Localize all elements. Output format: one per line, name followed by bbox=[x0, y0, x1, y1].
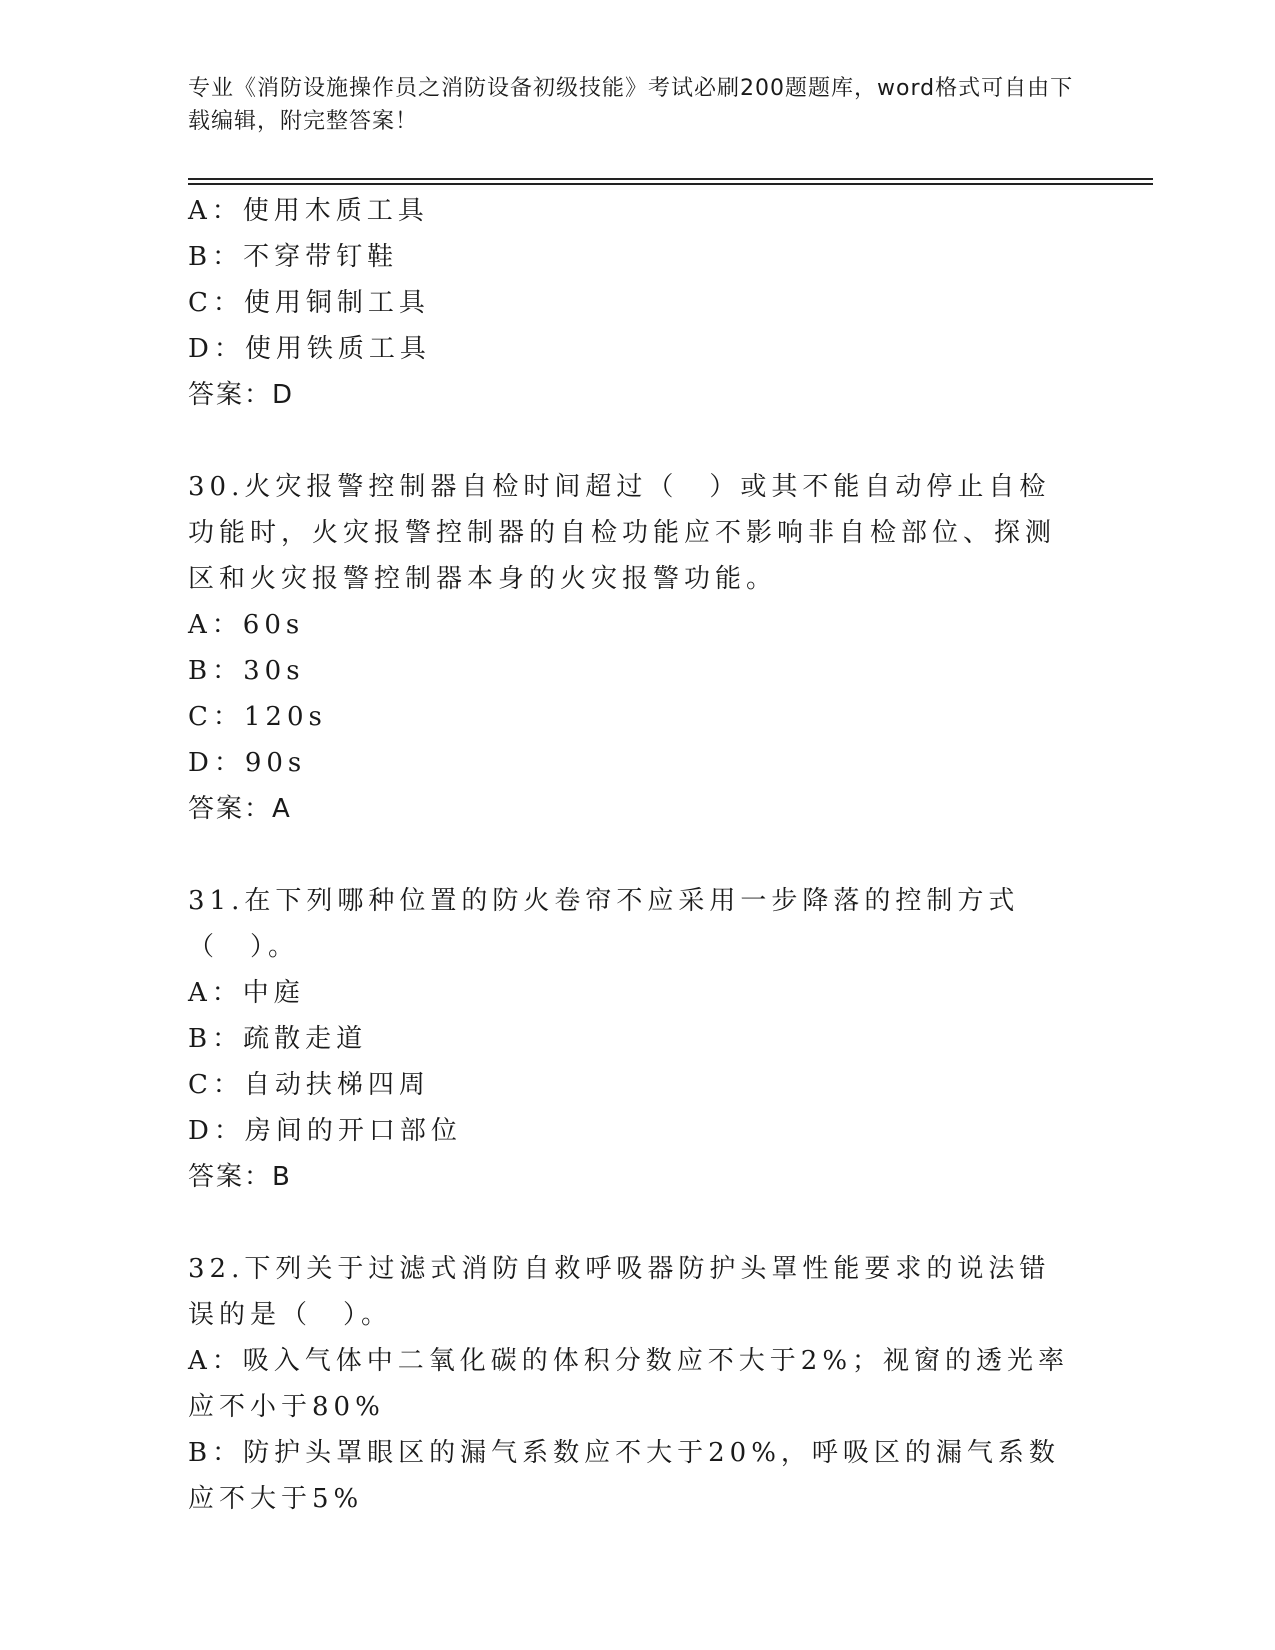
answer-29: 答案：D bbox=[188, 380, 295, 410]
question-32-stem: 32.下列关于过滤式消防自救呼吸器防护头罩性能要求的说法错误的是（ ）。 bbox=[188, 1254, 1051, 1330]
question-30-stem: 30.火灾报警控制器自检时间超过（ ）或其不能自动停止自检功能时，火灾报警控制器的自检功能应不影响非自检部位、探测区和火灾报警控制器本身的火灾报警功能。 bbox=[188, 472, 1057, 594]
option-d: D：90s bbox=[188, 748, 307, 778]
answer-30: 答案：A bbox=[188, 794, 292, 824]
document-header: 专业《消防设施操作员之消防设备初级技能》考试必刷200题题库，word格式可自由下载编辑，附完整答案！ bbox=[188, 76, 1074, 134]
question-list bbox=[188, 188, 1088, 1522]
option-b: B：不穿带钉鞋 bbox=[188, 242, 399, 272]
option-c: C：使用铜制工具 bbox=[188, 288, 430, 318]
header-divider-bottom bbox=[188, 183, 1153, 185]
answer-31: 答案：B bbox=[188, 1162, 292, 1192]
option-a: A：60s bbox=[188, 610, 305, 640]
header-divider-top bbox=[188, 178, 1153, 180]
question-31-stem: 31.在下列哪种位置的防火卷帘不应采用一步降落的控制方式（ ）。 bbox=[188, 886, 1020, 962]
option-d: D：房间的开口部位 bbox=[188, 1116, 462, 1146]
option-c: C：自动扶梯四周 bbox=[188, 1070, 430, 1100]
question-30 bbox=[188, 464, 1088, 832]
option-a: A：中庭 bbox=[188, 978, 305, 1008]
question-31 bbox=[188, 878, 1088, 1200]
option-d: D：使用铁质工具 bbox=[188, 334, 431, 364]
option-b: B：防护头罩眼区的漏气系数应不大于20%，呼吸区的漏气系数应不大于5% bbox=[188, 1438, 1060, 1514]
option-b: B：30s bbox=[188, 656, 305, 686]
option-c: C：120s bbox=[188, 702, 327, 732]
question-29-options bbox=[188, 188, 1088, 418]
option-a: A：吸入气体中二氧化碳的体积分数应不大于2%；视窗的透光率应不小于80% bbox=[188, 1346, 1070, 1422]
option-a: A：使用木质工具 bbox=[188, 196, 429, 226]
question-32 bbox=[188, 1246, 1088, 1522]
option-b: B：疏散走道 bbox=[188, 1024, 368, 1054]
